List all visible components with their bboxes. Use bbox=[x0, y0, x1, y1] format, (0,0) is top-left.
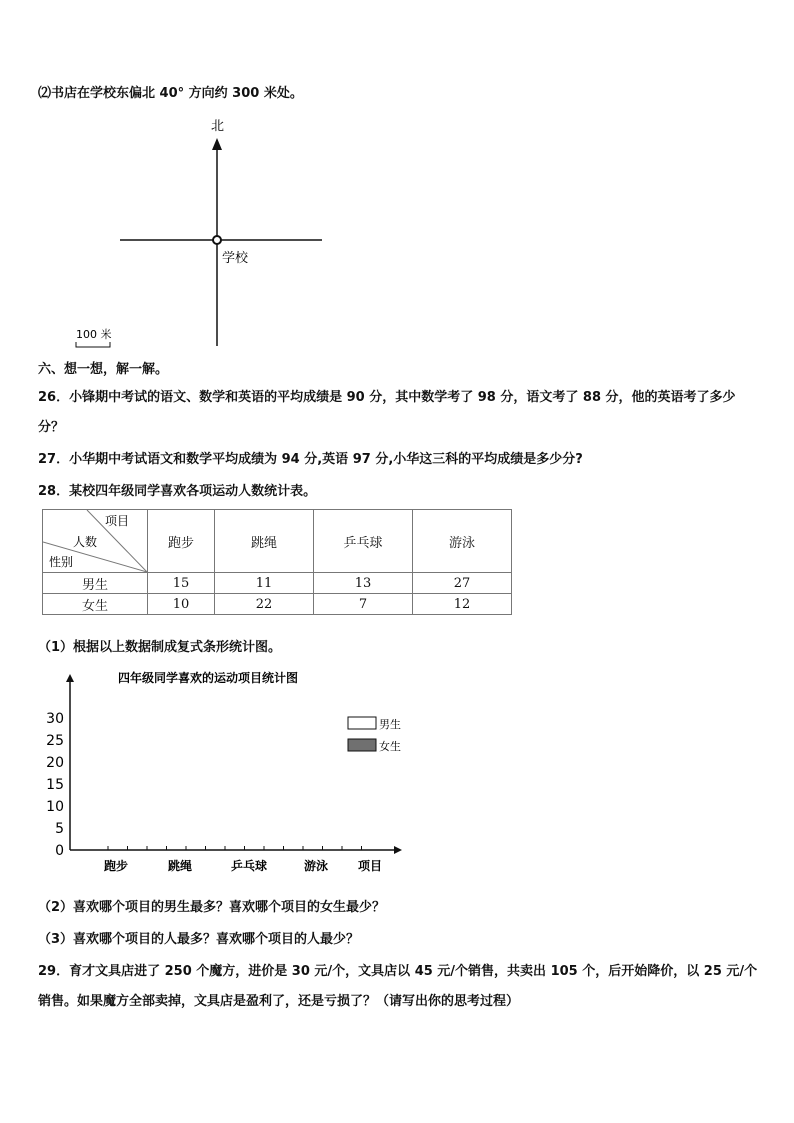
y-tick-label: 10 bbox=[46, 799, 64, 815]
school-label: 学校 bbox=[222, 251, 249, 266]
legend-label: 男生 bbox=[379, 718, 401, 731]
y-tick-label: 15 bbox=[46, 777, 64, 793]
x-category-label: 乒乓球 bbox=[231, 859, 268, 873]
bar-chart bbox=[30, 664, 410, 884]
q28-sub2-text: （2）喜欢哪个项目的男生最多？喜欢哪个项目的女生最少？ bbox=[38, 900, 386, 915]
table-diagonal-header bbox=[43, 510, 148, 573]
col-header-swimming: 游泳 bbox=[413, 510, 512, 573]
table-cell: 15 bbox=[148, 573, 215, 594]
y-axis-arrow-icon bbox=[66, 674, 74, 682]
x-axis-label: 项目 bbox=[358, 859, 383, 873]
x-category-label: 跳绳 bbox=[168, 859, 193, 873]
y-tick-label: 25 bbox=[46, 733, 64, 749]
q29-text-line1: 29．育才文具店进了 250 个魔方，进价是 30 元/个，文具店以 45 元/个销售，共卖出 105 个，后开始降价，以 25 元/个 bbox=[38, 964, 758, 979]
q26-text-line2: 分？ bbox=[38, 420, 65, 435]
table-cell: 12 bbox=[413, 594, 512, 615]
col-header-pingpong: 乒乓球 bbox=[314, 510, 413, 573]
x-category-label: 游泳 bbox=[304, 859, 329, 873]
q27-text: 27．小华期中考试语文和数学平均成绩为 94 分,英语 97 分,小华这三科的平均成绩是多少分? bbox=[38, 452, 583, 467]
table-cell: 27 bbox=[413, 573, 512, 594]
q26-text-line1: 26．小锋期中考试的语文、数学和英语的平均成绩是 90 分，其中数学考了 98 分，语文考了 88 分，他的英语考了多少 bbox=[38, 390, 736, 405]
table-header-row bbox=[43, 510, 512, 573]
y-tick-label: 5 bbox=[55, 821, 64, 837]
col-header-rope: 跳绳 bbox=[215, 510, 314, 573]
row-label-girls: 女生 bbox=[43, 594, 148, 615]
table-cell: 11 bbox=[215, 573, 314, 594]
table-row bbox=[43, 594, 512, 615]
x-category-label: 跑步 bbox=[104, 859, 129, 873]
q28-sub3-text: （3）喜欢哪个项目的人最多？喜欢哪个项目的人最少？ bbox=[38, 932, 360, 947]
diagonal-lines bbox=[43, 510, 147, 572]
north-arrow-icon bbox=[212, 138, 222, 150]
row-label-boys: 男生 bbox=[43, 573, 148, 594]
table-cell: 10 bbox=[148, 594, 215, 615]
table-cell: 22 bbox=[215, 594, 314, 615]
header-gender-label: 性别 bbox=[49, 555, 74, 569]
section-title: 六、想一想，解一解。 bbox=[38, 362, 169, 377]
table-cell: 7 bbox=[314, 594, 413, 615]
legend-swatch bbox=[348, 717, 376, 729]
y-tick-label: 20 bbox=[46, 755, 64, 771]
legend-label: 女生 bbox=[379, 740, 401, 753]
y-tick-label: 0 bbox=[55, 843, 64, 859]
q28-sub1-text: （1）根据以上数据制成复式条形统计图。 bbox=[38, 640, 282, 655]
table-cell: 13 bbox=[314, 573, 413, 594]
direction-map bbox=[60, 110, 350, 355]
table-row bbox=[43, 573, 512, 594]
chart-title: 四年级同学喜欢的运动项目统计图 bbox=[118, 671, 299, 685]
y-tick-label: 30 bbox=[46, 711, 64, 727]
q28-text: 28．某校四年级同学喜欢各项运动人数统计表。 bbox=[38, 484, 317, 499]
col-header-running: 跑步 bbox=[148, 510, 215, 573]
header-count-label: 人数 bbox=[73, 535, 98, 549]
header-item-label: 项目 bbox=[105, 514, 130, 528]
q25-part2-text: ⑵书店在学校东偏北 40° 方向约 300 米处。 bbox=[38, 86, 303, 101]
x-axis-arrow-icon bbox=[394, 846, 402, 854]
north-label: 北 bbox=[211, 119, 225, 134]
q29-text-line2: 销售。如果魔方全部卖掉，文具店是盈利了，还是亏损了？（请写出你的思考过程） bbox=[38, 994, 520, 1009]
scale-label: 100 米 bbox=[76, 328, 112, 341]
school-point-icon bbox=[213, 236, 221, 244]
scale-bar bbox=[76, 342, 110, 347]
legend-swatch bbox=[348, 739, 376, 751]
sports-stats-table bbox=[42, 509, 512, 615]
